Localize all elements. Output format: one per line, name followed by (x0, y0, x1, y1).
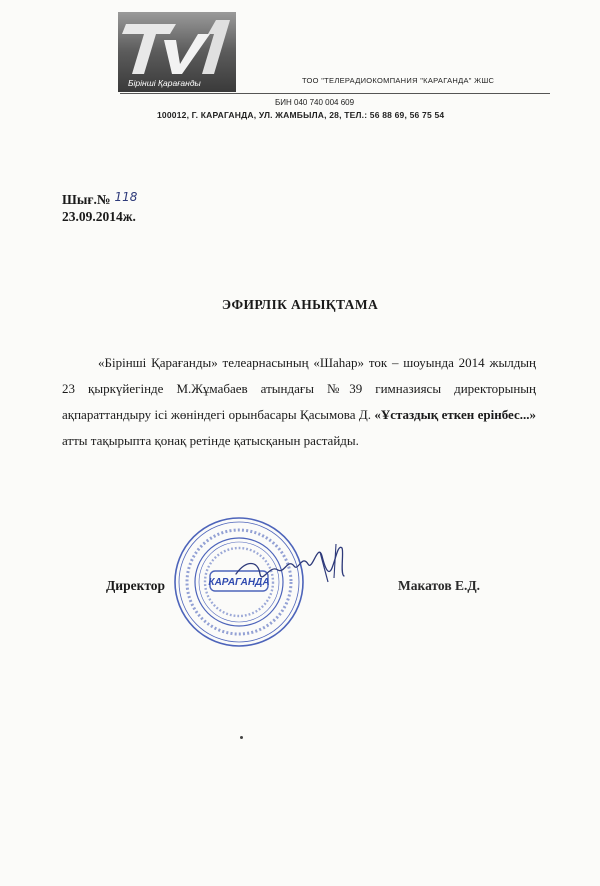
logo-subtitle: Бірінші Қарағанды (128, 78, 201, 88)
header-divider (120, 93, 550, 94)
company-address: 100012, Г. КАРАГАНДА, УЛ. ЖАМБЫЛА, 28, ТЕЛ.: 56 88 69, 56 75 54 (157, 110, 445, 120)
scan-speck (240, 736, 243, 739)
document-title: ЭФИРЛІК АНЫҚТАМА (221, 297, 379, 312)
body-text-2: атты тақырыпта қонақ ретінде қатысқанын растайды. (62, 433, 359, 448)
director-label: Директор (106, 578, 166, 593)
director-name: Макатов Е.Д. (398, 578, 481, 593)
document-date: 23.09.2014ж. (62, 209, 136, 224)
company-bin: БИН 040 740 004 609 (275, 98, 355, 107)
body-paragraph (62, 350, 536, 454)
outgoing-number-value: 118 (114, 190, 138, 204)
body-text-1: «Бірінші Қарағанды» телеарнасының «Шаһар» ток – шоуында 2014 жылдың 23 қыркүйегінде М.Жұмабаев атындағы №39 гимназиясы директорының ақпараттандыру ісі жөніндегі орынбасары Қасымова Д. (62, 355, 536, 422)
stamp-center-text: КАРАГАНДА (208, 577, 270, 588)
company-logo (118, 12, 236, 92)
director-signature (232, 534, 362, 604)
outgoing-number-label: Шығ.№ (62, 192, 111, 207)
document-body (62, 350, 536, 454)
outgoing-number (62, 192, 137, 208)
body-text-bold: «Ұстаздық еткен ерінбес...» (374, 407, 536, 422)
company-name: ТОО "ТЕЛЕРАДИОКОМПАНИЯ "КАРАГАНДА" ЖШС (302, 76, 495, 85)
